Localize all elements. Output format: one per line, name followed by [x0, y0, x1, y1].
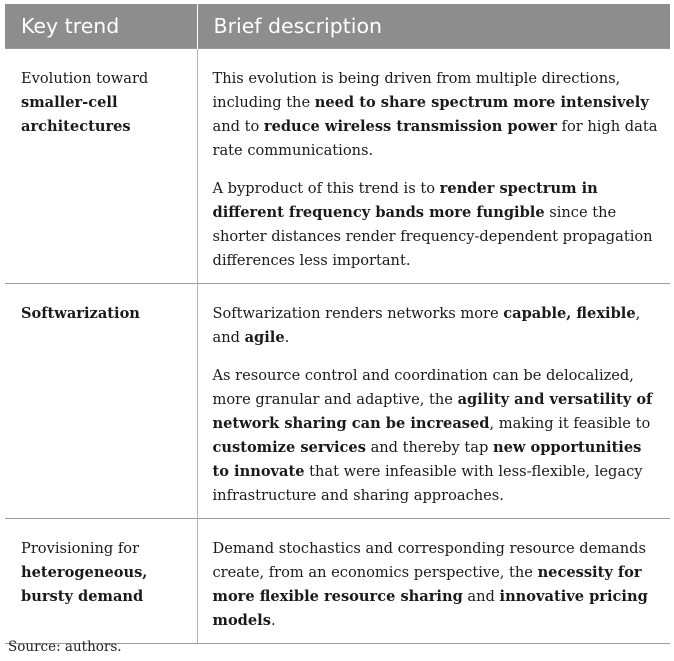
- text-run: As resource control and coordination can be delocalized, more granular and adaptive, the: [212, 367, 634, 408]
- text-run: and thereby tap: [365, 439, 493, 456]
- header-key-trend: Key trend: [5, 4, 197, 49]
- description-cell: [197, 284, 670, 519]
- bold-text-run: agility and versatility of network sharing can be increased: [212, 391, 653, 432]
- bold-text-run: necessity for more flexible resource sharing: [212, 564, 642, 605]
- text-run: , making it feasible to: [489, 415, 651, 432]
- bold-text-run: new opportunities to innovate: [212, 439, 642, 480]
- table-row: [5, 49, 670, 284]
- text-run: Provisioning for: [21, 540, 140, 557]
- key-trend-cell: [5, 49, 197, 284]
- key-trends-table: [5, 4, 670, 644]
- text-run: Demand stochastics and corresponding resource demands create, from an economics perspective, the: [212, 540, 646, 581]
- description-cell: [197, 49, 670, 284]
- bold-text-run: need to share spectrum more intensively: [314, 94, 649, 111]
- text-run: for high data rate communications.: [212, 118, 658, 159]
- text-run: .: [270, 612, 276, 629]
- source-note: Source: authors.: [8, 639, 122, 655]
- bold-text-run: heterogeneous, bursty demand: [21, 564, 148, 605]
- description-paragraph: [213, 537, 663, 633]
- text-run: and to: [212, 118, 264, 135]
- bold-text-run: Softwarization: [21, 305, 140, 322]
- table-row: [5, 519, 670, 644]
- bold-text-run: capable, flexible: [503, 305, 636, 322]
- description-cell: [197, 519, 670, 644]
- text-run: , and: [212, 305, 641, 346]
- table-header-row: [5, 4, 670, 49]
- header-brief-description: Brief description: [197, 4, 670, 49]
- key-trend-cell: [5, 519, 197, 644]
- description-paragraph: [213, 302, 663, 350]
- text-run: and: [462, 588, 500, 605]
- bold-text-run: agile: [244, 329, 285, 346]
- bold-text-run: render spectrum in different frequency bands more fungible: [212, 180, 598, 221]
- table-header: [5, 4, 670, 49]
- description-paragraph: [213, 364, 663, 508]
- text-run: since the shorter distances render frequency-dependent propagation differences less important.: [212, 204, 653, 269]
- bold-text-run: innovative pricing models: [212, 588, 648, 629]
- bold-text-run: reduce wireless transmission power: [263, 118, 557, 135]
- description-paragraph: [213, 177, 663, 273]
- text-run: A byproduct of this trend is to: [212, 180, 440, 197]
- bold-text-run: customize services: [212, 439, 366, 456]
- key-trend-cell: [5, 284, 197, 519]
- text-run: Softwarization renders networks more: [212, 305, 504, 322]
- text-run: Evolution toward: [21, 70, 149, 87]
- text-run: This evolution is being driven from multiple directions, including the: [212, 70, 621, 111]
- table-body: [5, 49, 670, 644]
- text-run: that were infeasible with less-flexible, legacy infrastructure and sharing approaches.: [212, 463, 643, 504]
- text-run: .: [284, 329, 290, 346]
- description-paragraph: [213, 67, 663, 163]
- table-row: [5, 284, 670, 519]
- bold-text-run: smaller-cell architectures: [21, 94, 131, 135]
